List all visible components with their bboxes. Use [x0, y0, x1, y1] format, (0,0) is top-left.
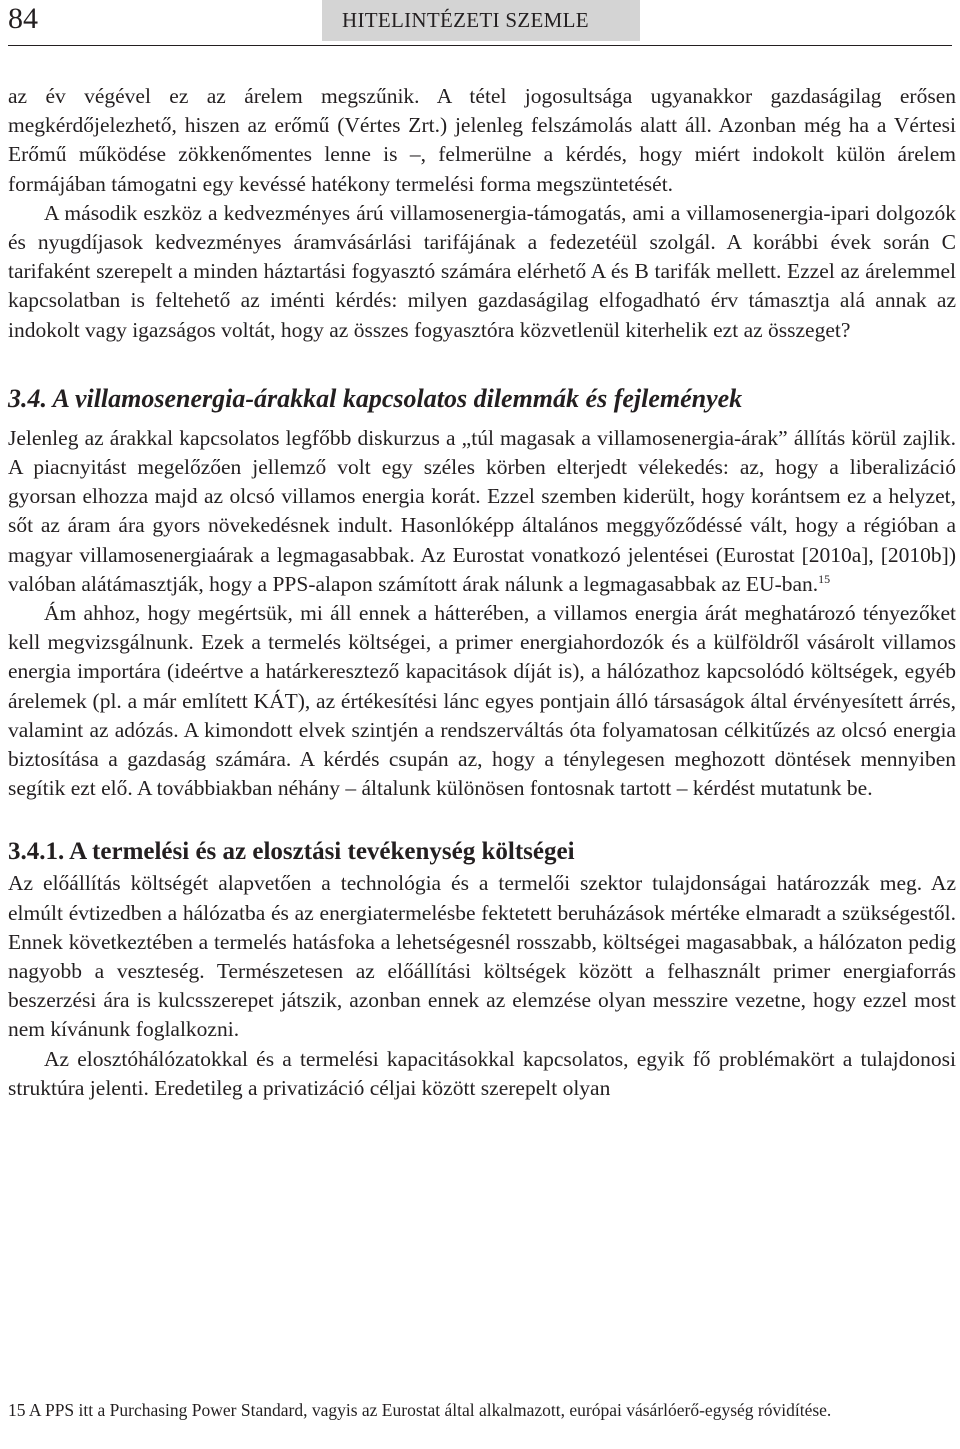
footnote-text: A PPS itt a Purchasing Power Standard, vagyis az Eurostat által alkalmazott, európai vásárlóerő-egység róvidítése. [28, 1400, 832, 1420]
footnote [8, 1399, 956, 1422]
page-number: 84 [8, 2, 38, 35]
footnote-number: 15 [8, 1400, 26, 1420]
paragraph-2: A második eszköz a kedvezményes árú villamosenergia-támogatás, ami a villamosenergia-ipari dolgozók és nyugdíjasok kedvezményes áramvásárlási tarifájának a fedezetéül szolgál. A korábbi évek során C tarifaként szerepelt a minden háztartási fogyasztó számára elérhető A és B tarifák mellett. Ezzel az árelemmel kapcsolatban is feltehető az iménti kérdés: milyen gazdaságilag elfogadható érv támasztja alá annak az indokolt vagy igazságos voltát, hogy az összes fogyasztóra közvetlenül kiterhelik ezt az összeget? [8, 200, 956, 342]
body-text [8, 82, 956, 1103]
subsection-title: 3.4.1. A termelési és az elosztási tevékenység költségei [8, 838, 575, 866]
running-title-box [322, 0, 640, 41]
paragraph-4: Ám ahhoz, hogy megértsük, mi áll ennek a hátterében, a villamos energia árát meghatározó tényezőket kell megvizsgálnunk. Ezek a termelés költségei, a primer energiahordozók és a külföldről vásárolt villamos energia importára (ideértve a határkeresztező kapacitások díját is), a hálózathoz kapcsolódó költségek, egyéb árelemek (pl. a már említett KÁT), az értékesítési lánc egyes pontjain álló társaságok által érvényesített árrés, valamint az adózás. A kimondott elvek szintjén a rendszerváltás óta folyamatosan célkitűzés az olcsó energia biztosítása a gazdaság számára. A kérdés csupán az, hogy a ténylegesen meghozott döntések mennyiben segítik ezt elő. A továbbiakban néhány – általunk különösen fontosnak tartott – kérdést mutatunk be. [8, 601, 956, 801]
paragraph-6: Az elosztóhálózatokkal és a termelési kapacitásokkal kapcsolatos, egyik fő problémakört a tulajdonosi struktúra jelenti. Eredetileg a privatizáció céljai között szerepelt olyan [8, 1046, 956, 1100]
paragraph-3-text: Jelenleg az árakkal kapcsolatos legfőbb diskurzus a „túl magasak a villamosenergia-árak” állítás körül zajlik. A piacnyitást megelőzően jellemző volt egy széles körben elterjedt vélekedés: az, hogy a liberalizáció gyorsan elhozza majd az olcsó villamos energia korát. Ezzel szemben kiderült, hogy korántsem ez a helyzet, sőt az áram ára gyors növekedésnek indult. Hasonlóképp általános meggyőződéssé vált, hogy a régióban a magyar villamosenergiaárak a legmagasabbak. Az Eurostat vonatkozó jelentései (Eurostat [2010a], [2010b]) valóban alátámasztják, hogy a PPS-alapon számított árak nálunk a legmagasabbak az EU-ban. [8, 425, 956, 596]
section-title: 3.4. A villamosenergia-árakkal kapcsolatos dilemmák és fejlemények [8, 383, 743, 413]
header-rule [8, 45, 952, 46]
paragraph-3 [8, 424, 956, 599]
footnote-reference: 15 [818, 571, 831, 586]
paragraph-5: Az előállítás költségét alapvetően a technológia és a termelői szektor tulajdonságai határozzák meg. Az elmúlt évtizedben a hálózatba és az energiatermelésbe fektetett beruházások mértéke elmaradt a szükségestől. Ennek következtében a termelés hatásfoka a lehetségesnél rosszabb, költségei magasabbak, a hálózaton pedig nagyobb a veszteség. Természetesen az előállítási költségek között a felhasznált primer energiaforrás beszerzési ára is kulcsszerepet játszik, azonban ennek az elemzése olyan messzire vezetne, hogy ezzel most nem kívánunk foglalkozni. [8, 871, 956, 1042]
page-header [0, 0, 960, 44]
paragraph-1: az év végével ez az árelem megszűnik. A tétel jogosultsága ugyanakkor gazdaságilag erősen megkérdőjelezhető, hiszen az erőmű (Vértes Zrt.) jelenleg felszámolás alatt áll. Azonban még ha a Vértesi Erőmű működése zökkenőmentes lenne is –, felmerülne a kérdés, hogy miért indokolt külön árelem formájában támogatni egy kevéssé hatékony termelési forma megszüntetését. [8, 84, 956, 196]
running-title: HITELINTÉZETI SZEMLE [342, 8, 589, 32]
